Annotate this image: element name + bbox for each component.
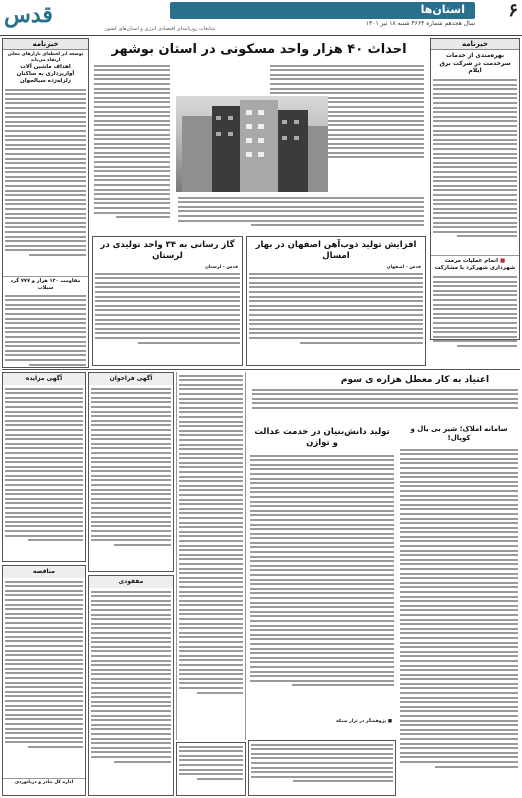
apartment-buildings-photo — [176, 96, 328, 192]
lead-body-bottom — [176, 194, 426, 234]
left-story2-title: مقاومت ۱۲۰ هزار و ۷۷۷ گرد سیلاب — [3, 276, 88, 292]
lead-story — [92, 38, 426, 234]
ad2-title: آگهی فراخوان — [89, 373, 173, 385]
newspaper-logo: قدس — [4, 2, 53, 28]
ad-box-2 — [88, 372, 174, 572]
isfahan-story — [246, 236, 426, 366]
isfahan-body — [247, 270, 425, 352]
left-kicker: توسعه ابر لحظه‌ای بازارهای محلی ارتقاء می‌یابد — [7, 52, 84, 63]
lorestan-byline: قدس - لرستان — [204, 265, 238, 270]
ad1-title: آگهی مزایده — [3, 373, 85, 385]
lorestan-headline: گاز رسانی به ۳۴ واحد تولیدی در لرستان — [100, 240, 235, 261]
section-band — [170, 2, 475, 19]
ad4-title: مفقودی — [89, 576, 173, 588]
left-news-column — [2, 38, 89, 368]
right-story2-body — [431, 274, 519, 359]
lead-body-left — [92, 62, 172, 234]
red-marker: ■ — [499, 257, 506, 264]
left-story1-body — [3, 86, 88, 276]
masthead — [0, 0, 522, 36]
lead-headline: احداث ۴۰ هزار واحد مسکونی در استان بوشهر — [111, 42, 407, 57]
lorestan-story — [92, 236, 243, 366]
section-title: استان‌ها — [420, 3, 465, 16]
knowledge-story — [248, 424, 396, 736]
ad-box-3 — [2, 565, 86, 796]
page-number: ۶ — [508, 0, 518, 21]
property-body — [398, 446, 520, 796]
property-story — [398, 422, 520, 796]
right-news-column — [430, 38, 520, 340]
horizontal-rule — [2, 369, 520, 370]
masthead-subtitle: شایعات روزنامه‌ای اقتصادی انرژی و استان‌های کشور — [105, 26, 215, 32]
right-story1-body — [431, 77, 519, 255]
isfahan-headline: افزایش تولید ذوب‌آهن اصفهان در بهار امسال — [255, 240, 417, 261]
bottom-notice-box — [248, 740, 396, 796]
right-story2-title: ■ اتمام عملیات مرمت شهرداری شهرکرد با مشارکت — [431, 255, 519, 274]
middle-text-column — [176, 372, 246, 740]
left-story1-title: اهداف ماشین آلات آوارپرداری به ساکنان زلزله‌زده سیالجوان — [16, 64, 75, 84]
work-addiction-body — [250, 386, 520, 420]
left-story2-body — [3, 292, 88, 380]
isfahan-byline: قدس - اصفهان — [386, 265, 421, 270]
property-headline: سامانه املاک؛ شیر بی یال و کوپال! — [410, 425, 508, 442]
knowledge-headline: تولید دانش‌بنیان در خدمت عدالت و توازن — [254, 427, 390, 448]
ad-box-4 — [88, 575, 174, 796]
knowledge-body — [248, 452, 396, 717]
right-column-label: خبرنامه — [431, 39, 519, 50]
left-column-label: خبرنامه — [3, 39, 88, 50]
ad3-footer: اداره کل بنادر و دریانوردی — [3, 778, 85, 787]
work-addiction-story — [250, 372, 520, 422]
ad-box-1 — [2, 372, 86, 562]
right-story1-title: بهره‌مندی از خدمات سرخدمت در شرکت برق ایلام — [439, 52, 511, 74]
work-addiction-headline: اعتیاد به کار معطل هزاره ی سوم — [340, 375, 490, 385]
lorestan-body — [93, 270, 242, 352]
ad3-title: مناقصه — [3, 566, 85, 578]
issue-line: سال هجدهم شماره ۴۶۶۴ شنبه ۱۸ تیر ۱۴۰۱ — [365, 20, 475, 27]
bottom-notice-box-2 — [176, 742, 246, 796]
knowledge-byline: ■ پژوهشگر در تراز شبکه — [335, 719, 392, 724]
